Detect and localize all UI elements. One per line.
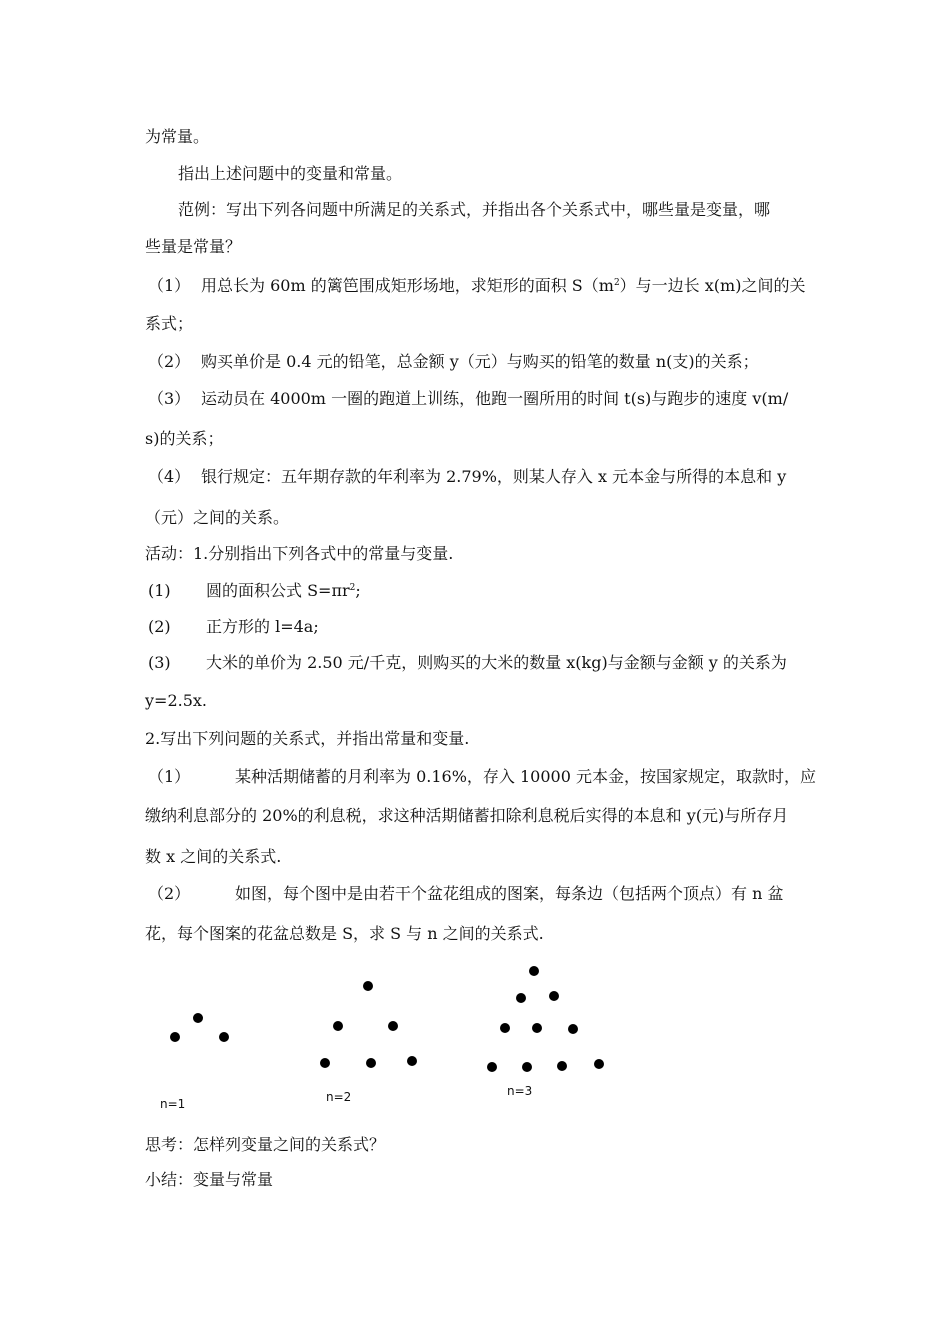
text-line: 指出上述问题中的变量和常量。 <box>178 164 403 183</box>
figure-label: n=1 <box>160 1097 186 1111</box>
text-line: 缴纳利息部分的 20%的利息税，求这种活期储蓄扣除利息税后实得的本息和 y(元)与所存月 <box>145 806 789 825</box>
text-line: 为常量。 <box>145 127 210 146</box>
item-text: 银行规定：五年期存款的年利率为 2.79%，则某人存入 x 元本金与所得的本息和 y <box>201 467 787 486</box>
problem-4 <box>148 467 786 487</box>
text-line: 些量是常量？ <box>145 237 242 256</box>
item-text: 某种活期储蓄的月利率为 0.16%，存入 10000 元本金，按国家规定，取款时，应 <box>235 767 816 786</box>
item-text: 正方形的 l=4a; <box>206 617 319 636</box>
flower-pot-dot <box>388 1021 398 1031</box>
flower-pot-dot <box>487 1062 497 1072</box>
item-text: 购买单价是 0.4 元的铅笔，总金额 y（元）与购买的铅笔的数量 n(支)的关系； <box>201 352 759 371</box>
question-2-heading: 2.写出下列问题的关系式，并指出常量和变量. <box>145 729 470 748</box>
flower-pot-dot <box>500 1023 510 1033</box>
problem-1 <box>148 276 805 296</box>
flower-pot-dot <box>522 1062 532 1072</box>
question-2-item-2 <box>148 884 783 904</box>
item-text: ; <box>355 581 361 600</box>
text-line: 数 x 之间的关系式. <box>145 847 282 866</box>
flower-pot-dot <box>320 1058 330 1068</box>
item-number: （2） <box>148 352 191 371</box>
superscript: 2 <box>613 278 620 288</box>
activity-1 <box>148 581 361 601</box>
text-line: s)的关系； <box>145 429 224 448</box>
item-text: 圆的面积公式 S=πr <box>206 581 350 600</box>
item-text: 如图，每个图中是由若干个盆花组成的图案，每条边（包括两个顶点）有 n 盆 <box>235 884 784 903</box>
figure-label: n=2 <box>326 1090 352 1104</box>
flower-pot-dot <box>516 993 526 1003</box>
flower-pot-dot <box>170 1032 180 1042</box>
item-number: (1) <box>148 581 171 600</box>
problem-2 <box>148 352 759 372</box>
think-line: 思考：怎样列变量之间的关系式？ <box>145 1135 386 1154</box>
flower-pot-dot <box>529 966 539 976</box>
activity-heading: 活动：1.分别指出下列各式中的常量与变量. <box>145 544 454 563</box>
flower-pot-dot <box>333 1021 343 1031</box>
question-2-item-1 <box>148 767 816 787</box>
item-number: （1） <box>148 767 191 786</box>
summary-line: 小结：变量与常量 <box>145 1170 274 1189</box>
item-number: （2） <box>148 884 191 903</box>
flower-pot-dot <box>407 1056 417 1066</box>
problem-3 <box>148 389 788 409</box>
text-line: 系式； <box>145 314 194 333</box>
superscript: 2 <box>349 583 356 593</box>
activity-3 <box>148 653 787 673</box>
item-number: （3） <box>148 389 191 408</box>
flower-pot-dot <box>532 1023 542 1033</box>
flower-pot-dot <box>557 1061 567 1071</box>
text-line: （元）之间的关系。 <box>145 508 290 527</box>
figure-label: n=3 <box>507 1084 533 1098</box>
item-number: （4） <box>148 467 191 486</box>
item-number: （1） <box>148 276 191 295</box>
item-text: 大米的单价为 2.50 元/千克，则购买的大米的数量 x(kg)与金额与金额 y 的关系为 <box>206 653 787 672</box>
item-text: 运动员在 4000m 一圈的跑道上训练，他跑一圈所用的时间 t(s)与跑步的速度 v(m/ <box>201 389 789 408</box>
flower-pot-dot <box>366 1058 376 1068</box>
text-line: y=2.5x. <box>145 691 207 710</box>
item-number: (2) <box>148 617 171 636</box>
flower-pot-dot <box>568 1024 578 1034</box>
item-text: ）与一边长 x(m)之间的关 <box>619 276 806 295</box>
activity-2 <box>148 617 319 637</box>
flower-pot-dot <box>193 1013 203 1023</box>
flower-pot-dot <box>549 991 559 1001</box>
text-line: 范例：写出下列各问题中所满足的关系式，并指出各个关系式中，哪些量是变量，哪 <box>178 200 771 219</box>
flower-pot-dot <box>594 1059 604 1069</box>
item-text: 用总长为 60m 的篱笆围成矩形场地，求矩形的面积 S（m <box>201 276 614 295</box>
text-line: 花，每个图案的花盆总数是 S，求 S 与 n 之间的关系式. <box>145 924 544 943</box>
flower-pot-dot <box>219 1032 229 1042</box>
flower-pot-dot <box>363 981 373 991</box>
item-number: (3) <box>148 653 171 672</box>
